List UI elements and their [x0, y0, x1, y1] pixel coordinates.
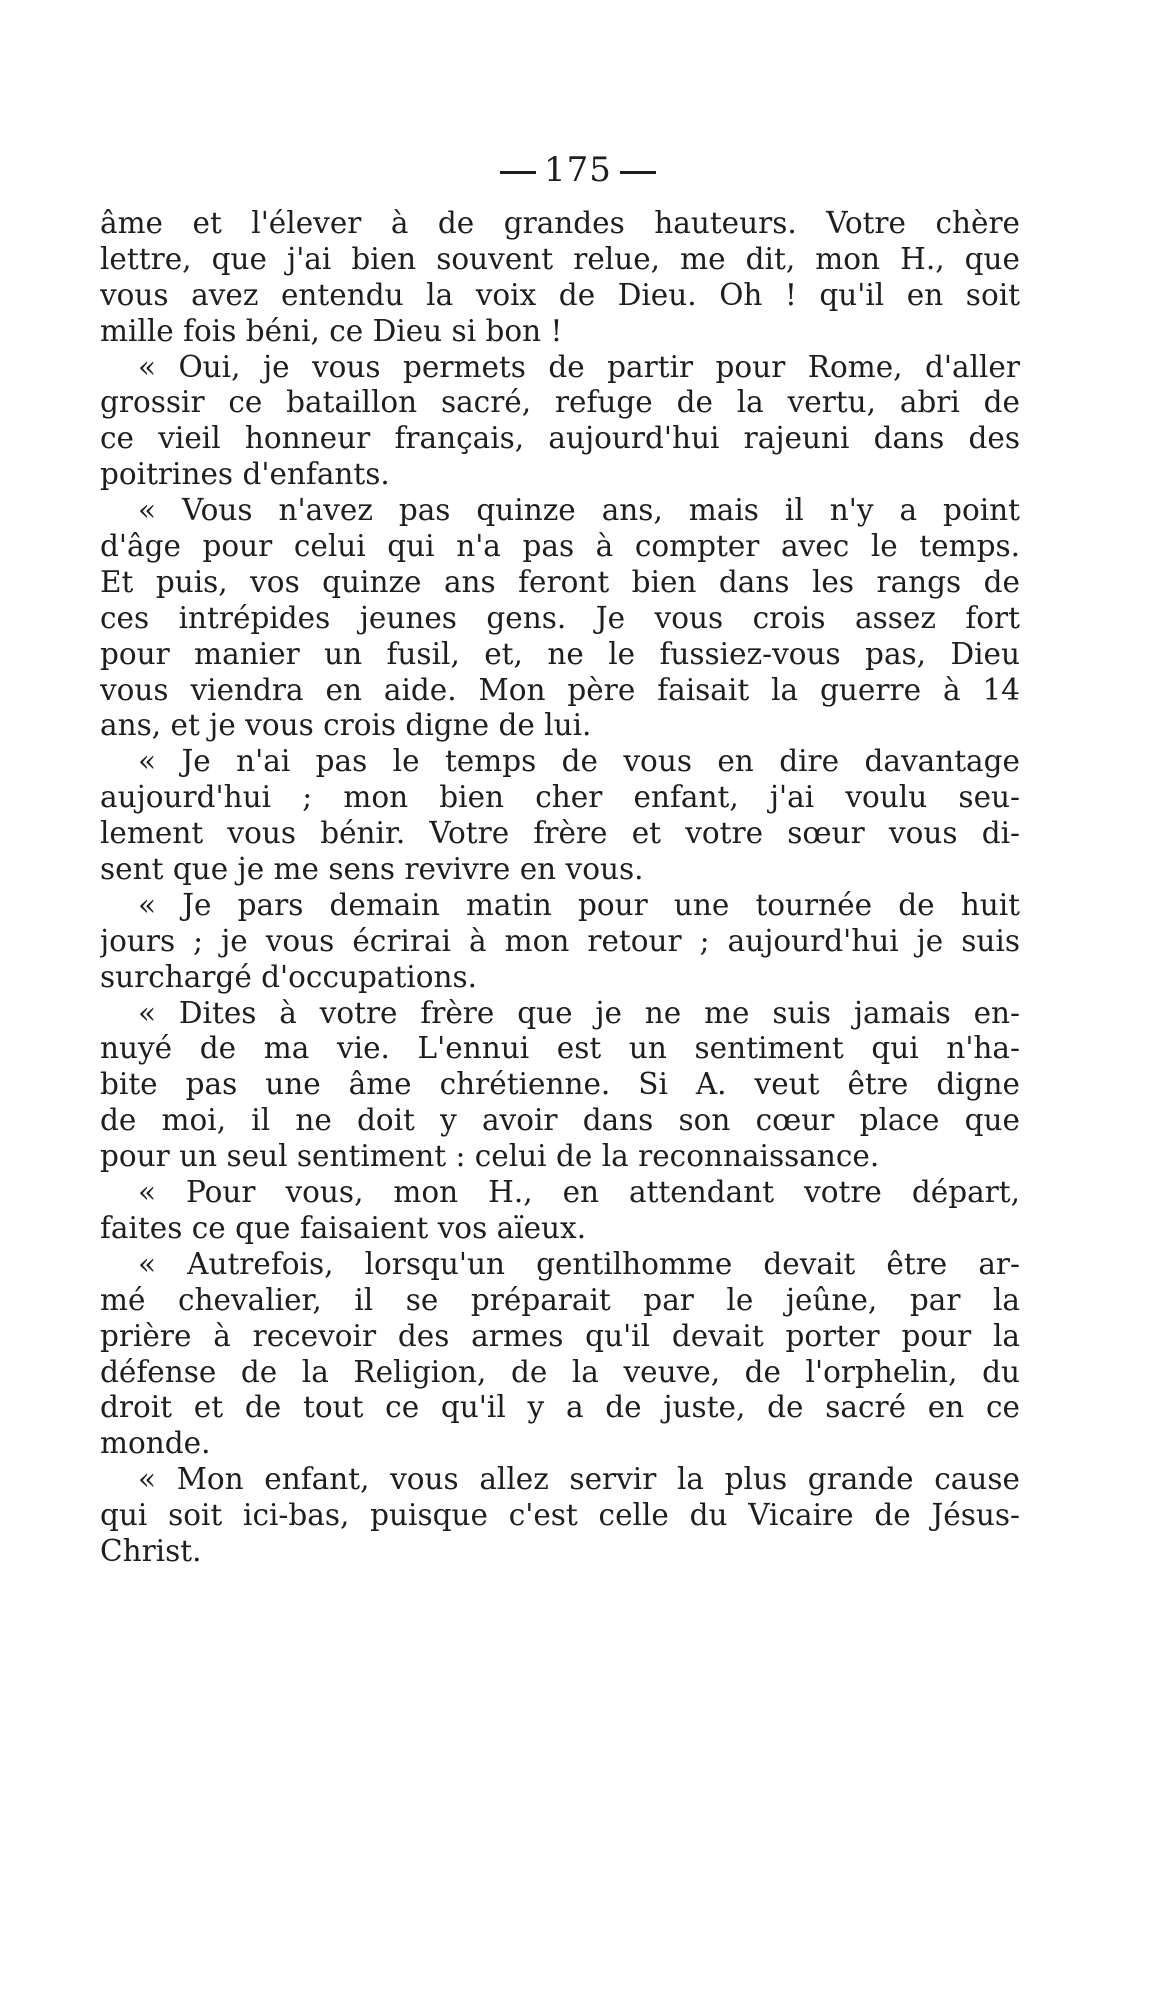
- text-line: prière à recevoir des armes qu'il devait porter pour la: [100, 1318, 1020, 1353]
- text-line: « Vous n'avez pas quinze ans, mais il n'y a point: [138, 493, 1020, 528]
- text-line: ce vieil honneur français, aujourd'hui rajeuni dans des: [100, 421, 1020, 456]
- text-line: mé chevalier, il se préparait par le jeûne, par la: [100, 1282, 1020, 1317]
- body-text: [100, 206, 1020, 1570]
- text-line: Et puis, vos quinze ans feront bien dans les rangs de: [100, 564, 1020, 599]
- text-line: ans, et je vous crois digne de lui.: [100, 708, 592, 743]
- text-line: ces intrépides jeunes gens. Je vous crois assez fort: [100, 600, 1020, 635]
- text-line: « Oui, je vous permets de partir pour Rome, d'aller: [138, 349, 1020, 384]
- text-line: droit et de tout ce qu'il y a de juste, de sacré en ce: [100, 1390, 1020, 1425]
- text-line: de moi, il ne doit y avoir dans son cœur place que: [100, 1103, 1020, 1138]
- page-number-dash-left: [500, 171, 536, 174]
- text-line: vous avez entendu la voix de Dieu. Oh ! qu'il en soit: [100, 277, 1020, 312]
- text-line: « Autrefois, lorsqu'un gentilhomme devait être ar-: [138, 1246, 1020, 1281]
- text-line: vous viendra en aide. Mon père faisait la guerre à 14: [100, 672, 1020, 707]
- page-number-dash-right: [620, 171, 656, 174]
- text-line: jours ; je vous écrirai à mon retour ; aujourd'hui je suis: [100, 923, 1020, 958]
- text-line: surchargé d'occupations.: [100, 959, 478, 994]
- text-line: faites ce que faisaient vos aïeux.: [100, 1210, 587, 1245]
- text-line: nuyé de ma vie. L'ennui est un sentiment qui n'ha-: [100, 1031, 1020, 1066]
- text-line: pour manier un fusil, et, ne le fussiez-vous pas, Dieu: [100, 636, 1020, 671]
- text-line: qui soit ici-bas, puisque c'est celle du Vicaire de Jésus-: [100, 1498, 1020, 1533]
- text-line: « Je n'ai pas le temps de vous en dire davantage: [138, 744, 1020, 779]
- text-line: défense de la Religion, de la veuve, de l'orphelin, du: [100, 1354, 1020, 1389]
- text-line: âme et l'élever à de grandes hauteurs. Votre chère: [100, 206, 1020, 240]
- text-line: monde.: [100, 1426, 211, 1461]
- text-line: Christ.: [100, 1533, 202, 1568]
- text-line: lement vous bénir. Votre frère et votre sœur vous di-: [100, 816, 1020, 851]
- text-line: d'âge pour celui qui n'a pas à compter avec le temps.: [100, 529, 1020, 564]
- text-line: grossir ce bataillon sacré, refuge de la vertu, abri de: [100, 385, 1020, 420]
- page-number-text: 175: [544, 150, 612, 190]
- page-number: [0, 150, 1156, 190]
- text-line: pour un seul sentiment : celui de la reconnaissance.: [100, 1139, 880, 1174]
- text-line: poitrines d'enfants.: [100, 457, 390, 492]
- text-line: bite pas une âme chrétienne. Si A. veut être digne: [100, 1067, 1020, 1102]
- text-line: « Pour vous, mon H., en attendant votre départ,: [138, 1175, 1020, 1210]
- text-line: mille fois béni, ce Dieu si bon !: [100, 313, 563, 348]
- text-line: « Mon enfant, vous allez servir la plus grande cause: [138, 1462, 1020, 1497]
- text-line: « Dites à votre frère que je ne me suis jamais en-: [138, 995, 1020, 1030]
- text-line: aujourd'hui ; mon bien cher enfant, j'ai voulu seu-: [100, 780, 1020, 815]
- text-line: sent que je me sens revivre en vous.: [100, 852, 644, 887]
- text-line: lettre, que j'ai bien souvent relue, me dit, mon H., que: [100, 241, 1020, 276]
- text-line: « Je pars demain matin pour une tournée de huit: [138, 887, 1020, 922]
